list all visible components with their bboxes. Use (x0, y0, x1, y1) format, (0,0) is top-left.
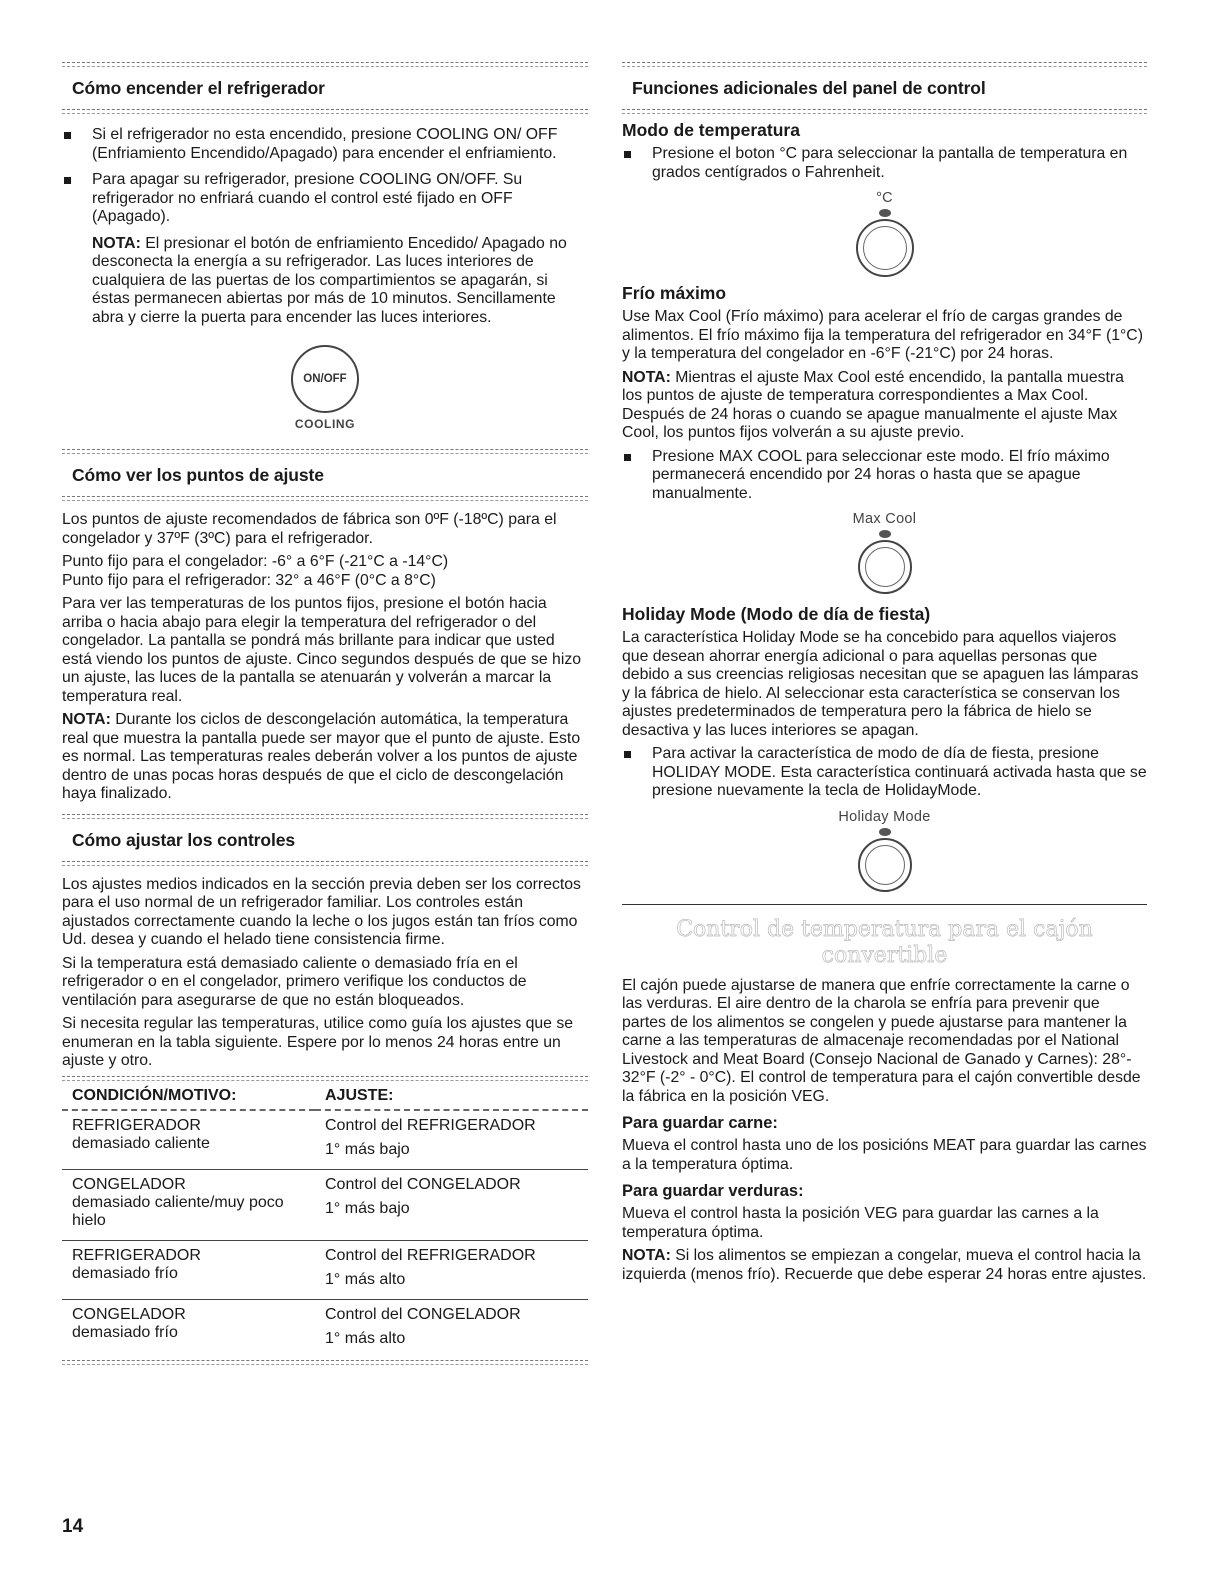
on-off-button-icon: ON/OFF (291, 345, 359, 413)
paragraph: Si necesita regular las temperaturas, utilice como guía los ajustes que se enumeran en la tabla siguiente. Espere por lo menos 24 horas entre un ajuste y otro. (62, 1015, 574, 1069)
bullet-square-icon (624, 454, 631, 461)
max-cool-label: Max Cool (852, 511, 917, 527)
bullet-square-icon (64, 177, 71, 184)
section-rule (62, 496, 588, 501)
paragraph: Mueva el control hasta uno de los posicións MEAT para guardar las carnes a la temperatura óptima. (622, 1137, 1147, 1173)
celsius-button-icon (856, 219, 914, 277)
table-row (62, 1169, 588, 1240)
bullet-square-icon (624, 151, 631, 158)
adjust-cell: Control del REFRIGERADOR 1° más alto (315, 1240, 588, 1299)
table-row (62, 1240, 588, 1299)
bullet-item: Para activar la característica de modo de día de fiesta, presione HOLIDAY MODE. Esta característica continuará activada hasta que se presione nuevamente la tecla de HolidayMode. (622, 745, 1147, 801)
heading-store-meat: Para guardar carne: (622, 1114, 778, 1132)
bullet-item: Para apagar su refrigerador, presione COOLING ON/OFF. Su refrigerador no enfriará cuando el control esté fijado en OFF (Apagado). (62, 171, 588, 227)
cooling-button-figure (62, 345, 588, 431)
table-row (62, 1110, 588, 1170)
adjust-cell: Control del CONGELADOR 1° más bajo (315, 1169, 588, 1240)
left-column (62, 62, 588, 1365)
table-header-row (62, 1085, 588, 1110)
condition-cell: CONGELADOR demasiado frío (72, 1305, 186, 1341)
condition-cell: REFRIGERADOR demasiado caliente (62, 1110, 315, 1170)
bullet-item: Presione el boton °C para seleccionar la pantalla de temperatura en grados centígrados o Fahrenheit. (622, 145, 1147, 182)
note-paragraph: NOTA: El presionar el botón de enfriamiento Encedido/ Apagado no desconecta la energía a su refrigerador. Las luces interiores de cualquiera de las puertas de los compartimientos se apagarán, si éstas permanecen abiertas por más de 10 minutos. Sencillamente abra y cierre la puerta para encender las luces interiores. (92, 234, 567, 326)
paragraph: Los puntos de ajuste recomendados de fábrica son 0ºF (-18ºC) para el congelador y 37ºF (3ºC) para el refrigerador. (62, 511, 557, 547)
condition-cell: CONGELADOR demasiado caliente/muy poco hielo (62, 1169, 315, 1240)
heading-max-cool: Frío máximo (622, 283, 727, 303)
bullet-item: Presione MAX COOL para seleccionar este modo. El frío máximo permanecerá encendido por 24 horas o hasta que se apague manualmente. (622, 448, 1147, 504)
adjustment-table (62, 1085, 588, 1358)
paragraph: Punto fijo para el refrigerador: 32° a 46°F (0°C a 8°C) (62, 571, 436, 589)
bullet-item: Si el refrigerador no esta encendido, presione COOLING ON/ OFF (Enfriamiento Encendido/Apagado) para encender el enfriamiento. (62, 126, 588, 163)
adjust-cell: Control del CONGELADOR 1° más alto (325, 1305, 521, 1347)
heading-view-setpoints: Cómo ver los puntos de ajuste (72, 465, 324, 485)
heading-turn-on: Cómo encender el refrigerador (72, 78, 325, 98)
holiday-mode-label: Holiday Mode (838, 808, 931, 825)
celsius-button-figure (622, 190, 1147, 277)
heading-adjust-controls: Cómo ajustar los controles (72, 829, 296, 850)
heading-store-vegetables: Para guardar verduras: (622, 1182, 804, 1200)
table-row (62, 1299, 588, 1358)
divider (622, 904, 1147, 905)
paragraph: Use Max Cool (Frío máximo) para acelerar el frío de cargas grandes de alimentos. El frío máximo fija la temperatura del refrigerador en 34°F (1°C) y la temperatura del congelador en -6°F (-21°C) por 24 horas. (622, 308, 1143, 362)
heading-temp-mode: Modo de temperatura (622, 120, 800, 140)
paragraph: Si la temperatura está demasiado caliente o demasiado fría en el refrigerador o en el congelador, primero verifique los conductos de ventilación para asegurarse de que no están bloqueados. (62, 954, 527, 1009)
table-rule (62, 1076, 588, 1081)
holiday-mode-button-figure (622, 809, 1147, 892)
paragraph: Mueva el control hasta la posición VEG para guardar las carnes a la temperatura óptima. (622, 1205, 1099, 1241)
condition-cell: REFRIGERADOR demasiado frío (62, 1240, 315, 1299)
paragraph: El cajón puede ajustarse de manera que enfríe correctamente la carne o las verduras. El aire dentro de la charola se enfría para prevenir que partes de los alimentos se congelen y puede ajustarse para mantener la carne a las temperaturas de almacenaje recomendadas por el National Livestock and Meat Board (Consejo Nacional de Ganado y Carnes): 28°- 32°F (-2° - 0°C). El control de temperatura para el cajón convertible desde la fábrica en la posición VEG. (622, 976, 1141, 1105)
section-rule (622, 62, 1147, 67)
cooling-caption: COOLING (294, 417, 356, 431)
right-column (622, 62, 1147, 1289)
column-header-condition: CONDICIÓN/MOTIVO: (62, 1085, 315, 1110)
holiday-mode-button-icon (858, 838, 912, 892)
paragraph: Para ver las temperaturas de los puntos fijos, presione el botón hacia arriba o hacia abajo para elegir la temperatura del refrigerador o del congelador. La pantalla se pondrá más brillante para indicar que usted está viendo los puntos de ajuste. Cinco segundos después de que se hizo un ajuste, las luces de la pantalla se atenuarán y volverán a marcar la temperatura real. (62, 595, 582, 705)
celsius-label: °C (876, 190, 893, 206)
indicator-led-icon (879, 209, 891, 217)
section-rule (62, 861, 588, 866)
max-cool-button-icon (858, 540, 912, 594)
bullet-square-icon (64, 132, 71, 139)
max-cool-button-figure (622, 511, 1147, 594)
section-rule (622, 109, 1147, 114)
page-number: 14 (62, 1516, 84, 1537)
paragraph: Punto fijo para el congelador: -6° a 6°F (-21°C a -14°C) (62, 553, 449, 570)
drawer-section-title: Control de temperatura para el cajón convertible (676, 916, 1093, 968)
table-rule (62, 1360, 588, 1365)
paragraph: Los ajustes medios indicados en la sección previa deben ser los correctos para el uso normal de un refrigerador familiar. Los controles están ajustados correctamente cuando la leche o los jugos están tan fríos como Ud. desea y cuando el helado tiene consistencia firme. (62, 875, 581, 948)
note-paragraph: NOTA: Mientras el ajuste Max Cool esté encendido, la pantalla muestra los puntos de ajuste de temperatura correspondientes a Max Cool. Después de 24 horas o cuando se apague manualmente el ajuste Max Cool, los puntos fijos volverán a su ajuste previo. (622, 368, 1124, 441)
section-rule (62, 109, 588, 114)
section-rule (62, 62, 588, 67)
section-rule (62, 449, 588, 454)
column-header-adjust: AJUSTE: (315, 1085, 588, 1110)
note-paragraph: NOTA: Durante los ciclos de descongelación automática, la temperatura real que muestra la pantalla puede ser mayor que el punto de ajuste. Esto es normal. Las temperaturas reales deberán volver a los puntos de ajuste dentro de unas pocas horas después de que el ciclo de descongelación haya finalizado. (62, 711, 581, 802)
bullet-square-icon (624, 751, 631, 758)
heading-additional-functions: Funciones adicionales del panel de control (632, 78, 986, 98)
section-rule (62, 814, 588, 819)
note-paragraph: NOTA: Si los alimentos se empiezan a congelar, mueva el control hacia la izquierda (menos frío). Recuerde que debe esperar 24 horas entre ajustes. (622, 1247, 1147, 1283)
indicator-led-icon (879, 530, 891, 538)
heading-holiday-mode: Holiday Mode (Modo de día de fiesta) (622, 604, 931, 624)
indicator-led-icon (879, 828, 891, 836)
paragraph: La característica Holiday Mode se ha concebido para aquellos viajeros que desean ahorrar energía adicional o para aquellas personas que debido a sus creencias religiosas necesitan que se apaguen las lámparas y la fábrica de hielo. Al seleccionar esta característica se conservan los ajustes predeterminados de temperatura pero la fábrica de hielo se desactiva y las luces interiores se apagan. (622, 629, 1139, 739)
adjust-cell: Control del REFRIGERADOR 1° más bajo (315, 1110, 588, 1170)
